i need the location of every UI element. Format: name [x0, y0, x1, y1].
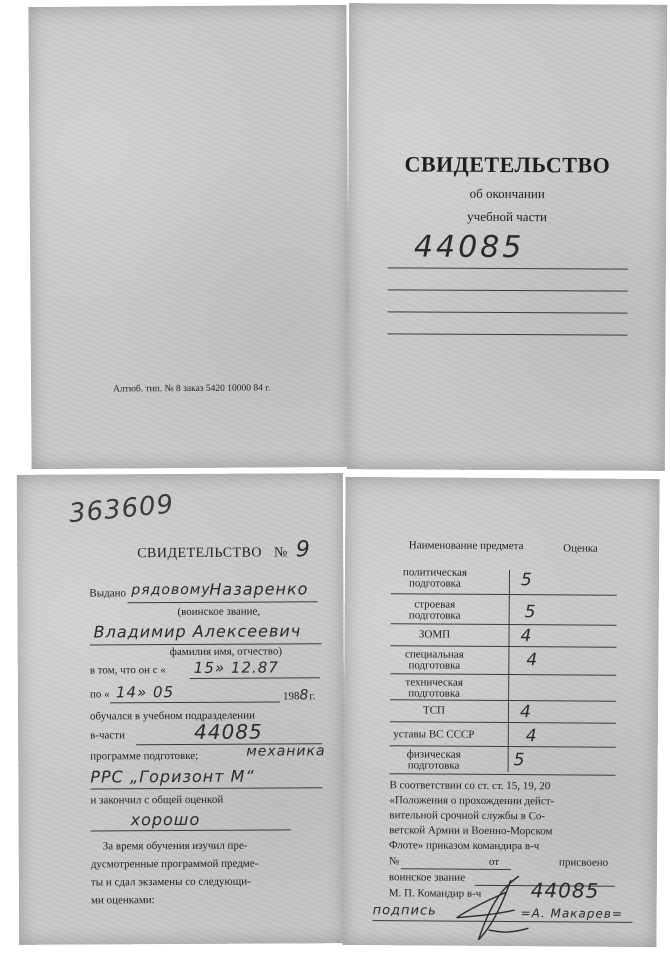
closing-line-1: За время обучения изучил пре- [102, 839, 248, 853]
certificate-number: 9 [295, 537, 311, 563]
unit-value: 44085 [194, 719, 263, 744]
cover-line-1 [388, 267, 628, 269]
cover-line-3 [388, 311, 628, 313]
back-cover-page [28, 5, 349, 469]
row-line-5 [390, 699, 616, 702]
header-grade: Оценка [563, 542, 598, 555]
certificate-title-row [137, 537, 311, 563]
rank-value: рядовому [131, 581, 211, 599]
legal-line-6 [389, 855, 619, 869]
legal-line-5: Флоте» приказом командира в-ч [389, 839, 540, 853]
subject-special: специальная подготовка [404, 648, 464, 672]
period-to-label: по « [89, 688, 110, 701]
subject-regulations: уставы ВС СССР [393, 728, 475, 741]
legal-line-4: ветской Армии и Военно-Морском [389, 824, 553, 838]
grade-regulations: 4 [525, 726, 538, 747]
studied-line: обучался в учебном подразделении [90, 709, 255, 723]
grade-special: 4 [526, 650, 539, 671]
number-sign: № [273, 545, 288, 561]
row-line-3 [390, 645, 616, 648]
year-suffix: г. [309, 690, 316, 703]
signatory-name: =А. Макарев= [520, 906, 623, 921]
grades-page [342, 477, 659, 947]
grade-tsp: 4 [519, 702, 532, 723]
year-value: 8 [299, 687, 310, 704]
cover-line-4 [387, 333, 627, 335]
program-label: программе подготовке; [90, 749, 199, 763]
closing-line-4: ми оценками: [90, 894, 155, 907]
commander-label: М. П. Командир в-ч [388, 887, 482, 900]
period-from-value: 15» 12.87 [193, 658, 279, 677]
row-line-6 [390, 721, 616, 724]
surname-value: Назаренко [209, 579, 309, 599]
cover-line-2 [388, 289, 628, 291]
subject-physical: физическая подготовка [406, 748, 461, 772]
row-line-4 [390, 673, 616, 676]
commander-unit-value: 44085 [530, 878, 600, 903]
grade-drill: 5 [524, 602, 537, 623]
row-line-1 [391, 593, 617, 596]
cover-subtitle-1: об окончании [469, 185, 545, 202]
header-subject: Наименование предмета [408, 539, 524, 553]
period-to-line [110, 701, 280, 703]
unit-label: в-части [90, 729, 126, 742]
grade-political: 5 [520, 570, 533, 591]
year-label: 198 [282, 690, 300, 703]
subject-zomp: ЗОМП [418, 628, 451, 641]
subject-drill: строевая подготовка [408, 598, 461, 622]
row-line-7 [390, 745, 616, 748]
closing-line-3: ты и сдал экзамены со следующи- [90, 875, 251, 889]
certificate-page [17, 473, 345, 945]
subject-technical: техническая подготовка [405, 676, 463, 700]
program-line [90, 787, 322, 789]
order-date-label: от [488, 855, 500, 868]
period-from-line [190, 677, 320, 679]
grade-column-divider [508, 570, 510, 772]
full-name-value: Владимир Алексеевич [93, 621, 302, 642]
legal-line-2: «Положения о прохождении дейст- [389, 794, 555, 808]
overall-grade-line [91, 829, 291, 831]
signature-label: подпись [372, 903, 437, 919]
rank-caption: (воинское звание, [177, 605, 261, 619]
rank-label: воинское звание [388, 871, 466, 884]
subject-tsp: ТСП [422, 704, 446, 717]
row-line-8 [390, 773, 616, 776]
cover-title: СВИДЕТЕЛЬСТВО [404, 151, 611, 178]
subject-political: политическая подготовка [402, 566, 468, 590]
cover-unit-number: 44085 [413, 229, 525, 266]
certificate-title: СВИДЕТЕЛЬСТВО [137, 545, 263, 562]
legal-line-1: В соответствии со ст. ст. 15, 19, 20 [389, 779, 551, 793]
closing-line-2: дусмотренные программой предме- [90, 857, 259, 871]
commander-signature [448, 870, 539, 951]
handwritten-registration-number: 363609 [67, 489, 176, 530]
issued-line [127, 601, 317, 603]
year-row [283, 687, 316, 703]
finished-label: и закончил с общей оценкой [90, 793, 224, 807]
row-line-2 [391, 623, 617, 626]
name-caption: фамилия имя, отчество) [169, 645, 283, 659]
program-value-1: механика [246, 743, 326, 760]
period-from-label: в том, что он с « [89, 664, 166, 677]
period-to-value: 14» 05 [115, 683, 175, 702]
grade-physical: 5 [513, 750, 526, 771]
order-number-label: № [388, 855, 400, 868]
cover-subtitle-2: учебной части [467, 208, 548, 225]
issued-label: Выдано [89, 587, 127, 600]
program-value-2: РРС „Горизонт М“ [90, 766, 255, 787]
print-note: Алтюб. тип. № 8 заказ 5420 10000 84 г. [113, 383, 271, 395]
assigned-label: присвоено [558, 856, 609, 869]
overall-grade-value: хорошо [130, 809, 201, 830]
grade-zomp: 4 [520, 626, 533, 647]
legal-line-3: вительной срочной службы в Со- [389, 809, 546, 823]
cover-page [347, 3, 667, 471]
